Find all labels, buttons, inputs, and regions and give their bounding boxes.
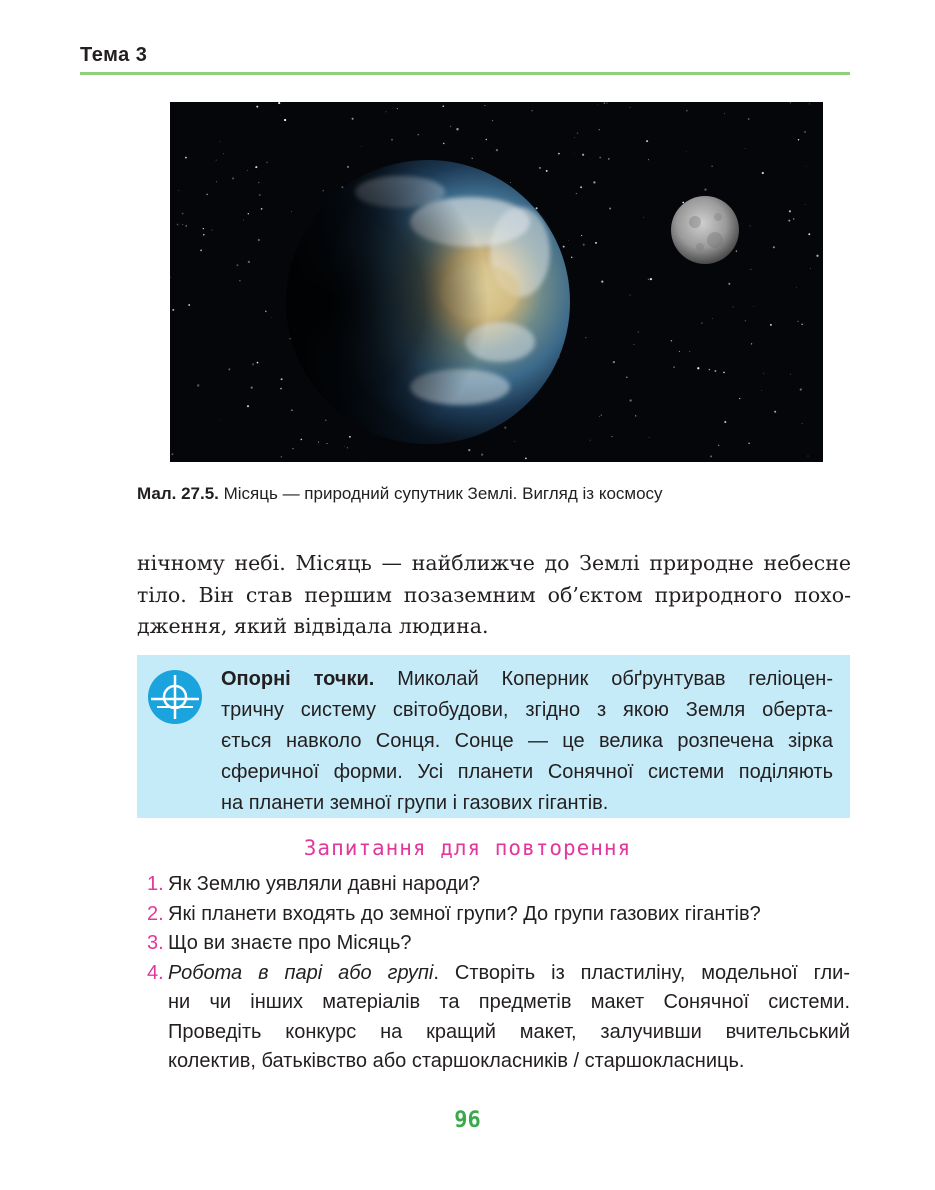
star — [496, 149, 498, 151]
star — [789, 210, 791, 212]
star — [796, 287, 797, 288]
star — [773, 246, 775, 248]
star — [558, 153, 560, 155]
star — [728, 283, 730, 285]
star — [673, 366, 675, 368]
star — [571, 257, 572, 258]
star — [595, 242, 597, 244]
star — [248, 213, 249, 214]
star — [172, 309, 174, 311]
star — [581, 235, 582, 236]
star — [563, 246, 565, 248]
star — [391, 139, 393, 141]
caption-label: Мал. 27.5. — [137, 484, 219, 503]
star — [318, 441, 319, 442]
star — [761, 390, 762, 391]
caption-text: Місяць — природний супутник Землі. Вигляд із космосу — [218, 484, 663, 503]
star — [648, 159, 649, 160]
star — [751, 343, 752, 344]
star — [236, 264, 238, 266]
star — [352, 118, 354, 120]
star — [613, 361, 615, 363]
star — [197, 384, 199, 386]
question-number: 1. — [147, 873, 164, 895]
star — [239, 280, 240, 281]
star — [492, 120, 493, 121]
star — [724, 113, 725, 114]
review-questions — [147, 870, 850, 1077]
star — [629, 399, 631, 401]
star — [805, 204, 806, 205]
star — [397, 108, 398, 109]
star — [182, 224, 183, 225]
star — [711, 166, 712, 167]
star — [344, 446, 345, 447]
star — [748, 443, 749, 444]
star — [347, 166, 349, 168]
star — [281, 378, 283, 380]
star — [635, 415, 636, 416]
star — [612, 436, 613, 437]
star — [251, 386, 253, 388]
star — [709, 369, 711, 371]
star — [259, 194, 261, 196]
star — [232, 177, 234, 179]
star — [178, 190, 179, 191]
question-text: Які планети входять до земної групи? До групи газових гігантів? — [168, 902, 761, 925]
key-points-line: ється навколо Сонця. Сонце — це велика розпечена зірка — [221, 730, 833, 752]
star — [797, 321, 798, 322]
star — [750, 225, 751, 226]
star — [609, 207, 611, 209]
star — [271, 317, 272, 318]
star — [261, 208, 263, 210]
star — [220, 419, 221, 420]
star — [607, 103, 608, 104]
star — [801, 324, 802, 325]
star — [807, 456, 808, 457]
star — [630, 295, 631, 296]
star — [243, 220, 244, 221]
star — [736, 250, 737, 251]
star — [248, 261, 250, 263]
star — [682, 202, 684, 204]
star — [219, 141, 220, 142]
star — [278, 102, 280, 104]
star — [525, 458, 527, 460]
star — [788, 220, 790, 222]
star — [643, 217, 644, 218]
star — [577, 132, 578, 133]
star — [802, 423, 803, 424]
star — [471, 158, 472, 159]
star — [599, 129, 601, 131]
body-line: тіло. Він став першим позаземним об’єктом природного похо- — [137, 582, 851, 607]
star — [266, 162, 267, 163]
star — [290, 338, 291, 339]
star — [649, 437, 650, 438]
star — [763, 373, 764, 374]
key-points-box — [137, 655, 850, 818]
page-number: 96 — [454, 1108, 481, 1133]
star — [790, 374, 791, 375]
star — [200, 249, 202, 251]
star — [601, 280, 603, 282]
star — [206, 194, 208, 196]
star — [484, 105, 485, 106]
star — [247, 405, 249, 407]
star — [574, 137, 575, 138]
star — [634, 344, 635, 345]
star — [608, 158, 610, 160]
star — [386, 112, 387, 113]
key-points-line: тричну систему світобудови, згідно з якою Земля оберта- — [221, 699, 833, 721]
question-text: Проведіть конкурс на кращий макет, залучивши вчительський — [168, 1020, 850, 1043]
question-number: 3. — [147, 932, 164, 954]
star — [601, 415, 602, 416]
star — [733, 306, 734, 307]
figure-caption — [137, 484, 663, 504]
star — [203, 234, 204, 235]
star — [185, 157, 187, 159]
star — [291, 211, 292, 212]
star — [185, 225, 187, 227]
star — [583, 244, 585, 246]
star — [686, 110, 687, 111]
star — [252, 363, 254, 365]
star — [599, 157, 601, 159]
star — [790, 102, 791, 103]
star — [650, 278, 652, 280]
star — [630, 107, 631, 108]
question-text: ни чи інших матеріалів та предметів макет Сонячної системи. — [168, 991, 850, 1013]
star — [281, 456, 282, 457]
space-illustration — [170, 102, 823, 462]
question-text: Як Землю уявляли давні народи? — [168, 873, 481, 895]
star — [646, 140, 648, 142]
star — [582, 154, 584, 156]
body-line: нічному небі. Місяць — найближче до Землі природне небесне — [137, 551, 851, 575]
star — [593, 181, 595, 183]
star — [514, 441, 515, 442]
star — [697, 367, 699, 369]
star — [712, 318, 713, 319]
body-line: дження, який відвідала людина. — [137, 614, 489, 638]
star — [504, 427, 506, 429]
star — [754, 306, 755, 307]
star — [481, 453, 483, 455]
question-item — [147, 959, 850, 1077]
star — [172, 453, 174, 455]
earth-moon-photo — [170, 102, 823, 462]
question-text: колектив, батьківство або старшокласників / старшокласниць. — [168, 1050, 745, 1072]
question-number: 4. — [147, 961, 164, 984]
star — [326, 443, 327, 444]
star — [816, 255, 818, 257]
question-line-text: . Створіть із пластиліну, модельної гли- — [433, 961, 850, 984]
star — [679, 351, 680, 352]
star — [284, 119, 286, 121]
star — [804, 131, 806, 133]
star — [604, 102, 605, 103]
star — [748, 118, 750, 120]
star — [292, 448, 293, 449]
moon — [671, 196, 739, 264]
star — [223, 153, 224, 154]
star — [450, 126, 451, 127]
star — [800, 388, 802, 390]
star — [597, 104, 598, 105]
star — [810, 268, 811, 269]
star — [793, 218, 794, 219]
star — [724, 421, 726, 423]
star — [203, 228, 204, 229]
star — [770, 324, 772, 326]
star — [686, 151, 687, 152]
star — [255, 166, 257, 168]
key-points-text — [221, 664, 833, 819]
star — [417, 134, 419, 136]
star — [532, 110, 533, 111]
star — [745, 320, 746, 321]
star — [590, 440, 591, 441]
key-points-line — [221, 664, 833, 695]
star — [216, 181, 217, 182]
star — [486, 139, 487, 140]
star — [257, 362, 259, 364]
star — [362, 461, 363, 462]
star — [762, 172, 764, 174]
star — [325, 420, 326, 421]
star — [442, 105, 444, 107]
star — [689, 351, 690, 352]
star — [723, 372, 725, 374]
star — [182, 213, 184, 215]
question-item — [147, 870, 850, 900]
review-heading: Запитання для повторення — [303, 836, 632, 860]
star — [714, 370, 716, 372]
key-points-line-text: Миколай Коперник обґрунтував геліоцен- — [374, 668, 833, 690]
star — [648, 279, 649, 280]
star — [539, 167, 541, 169]
star — [808, 233, 810, 235]
star — [580, 186, 582, 188]
star — [750, 269, 751, 270]
star — [809, 104, 810, 105]
star — [247, 170, 248, 171]
star — [574, 153, 575, 154]
star — [280, 115, 281, 116]
star — [576, 193, 577, 194]
star — [228, 368, 230, 370]
question-number: 2. — [147, 902, 164, 925]
star — [710, 455, 712, 457]
star — [280, 388, 282, 390]
question-text: Що ви знаєте про Місяць? — [168, 932, 412, 954]
star — [349, 436, 351, 438]
key-points-label: Опорні точки. — [221, 668, 375, 690]
key-points-line: сферичної форми. Усі планети Сонячної системи поділяють — [221, 761, 833, 783]
star — [585, 337, 586, 338]
star — [568, 240, 569, 241]
star — [211, 229, 212, 230]
star — [443, 143, 445, 145]
star — [468, 449, 470, 451]
body-paragraph — [137, 548, 851, 643]
star — [774, 411, 776, 413]
star — [536, 207, 538, 209]
star — [671, 340, 673, 342]
star — [701, 322, 703, 324]
star — [806, 166, 807, 167]
star — [216, 160, 217, 161]
star — [341, 186, 343, 188]
question-item — [147, 900, 850, 930]
star — [704, 188, 706, 190]
star — [265, 311, 267, 313]
star — [638, 332, 639, 333]
star — [599, 416, 600, 417]
star — [347, 447, 348, 448]
star — [718, 445, 719, 446]
star — [291, 409, 293, 411]
star — [456, 128, 458, 130]
star — [510, 182, 511, 183]
star — [739, 398, 740, 399]
chapter-title: Тема 3 — [80, 44, 148, 66]
star — [546, 170, 548, 172]
star — [258, 239, 260, 241]
star — [188, 304, 190, 306]
header-divider — [80, 72, 850, 75]
star — [300, 439, 302, 441]
star — [745, 148, 746, 149]
star — [256, 106, 258, 108]
question-italic-text: Робота в парі або групі — [168, 961, 434, 984]
star — [798, 139, 799, 140]
question-item — [147, 929, 850, 959]
key-points-line: на планети земної групи і газових гігантів. — [221, 792, 609, 814]
star — [626, 377, 627, 378]
target-icon — [147, 669, 203, 725]
star — [323, 190, 324, 191]
star — [177, 224, 179, 226]
star — [258, 182, 259, 183]
question-text — [168, 959, 850, 989]
star — [361, 146, 362, 147]
